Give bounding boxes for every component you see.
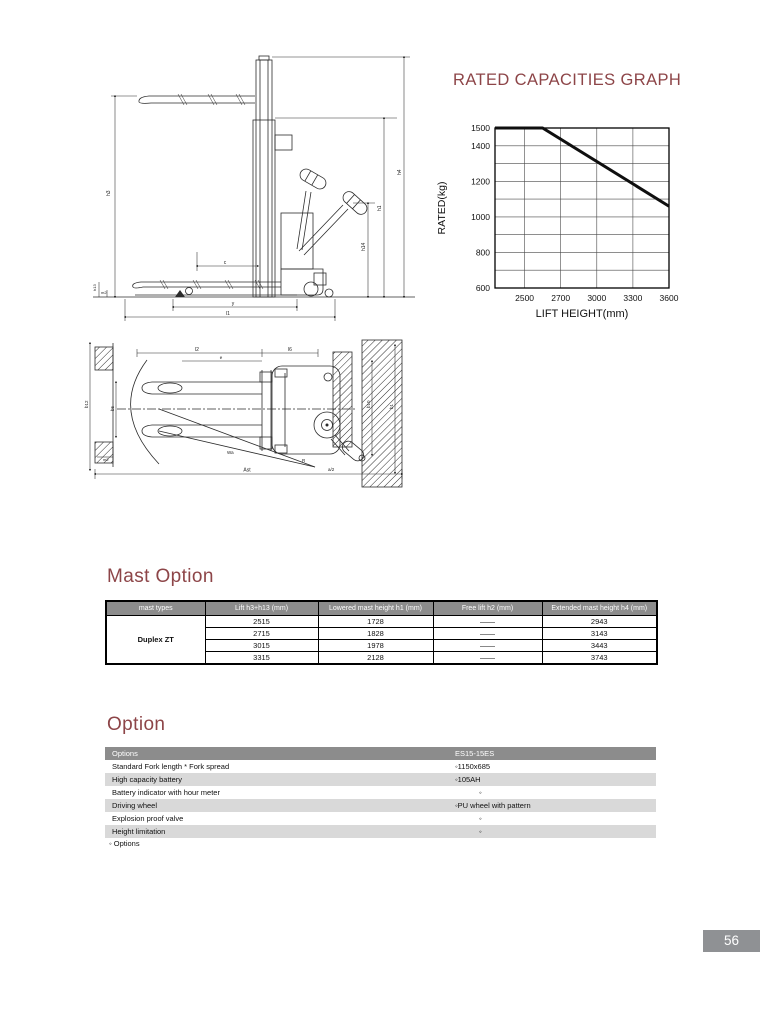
mast-value-cell: —— (433, 616, 542, 628)
x-tick-label: 3600 (659, 293, 679, 303)
mast-value-cell: 2715 (205, 628, 318, 640)
option-value-cell: ◦ (479, 788, 482, 797)
option-row (105, 812, 656, 825)
forks-top-view (142, 370, 272, 451)
mast-header-cell: mast types (106, 601, 205, 616)
x-axis-title: LIFT HEIGHT(mm) (535, 308, 629, 320)
mast-table-body (106, 616, 657, 665)
y-axis-title: RATED(kg) (436, 181, 448, 235)
x-tick-label: 2500 (515, 293, 535, 303)
dim-label-b10: b10 (366, 400, 371, 408)
graph-title: RATED CAPACITIES GRAPH (453, 71, 682, 89)
option-row (105, 786, 656, 799)
dim-label-h13: h13 (92, 284, 97, 291)
dim-label-ast: Ast (243, 467, 251, 474)
option-row (105, 825, 656, 838)
option-label-cell: Battery indicator with hour meter (112, 788, 220, 797)
mast-value-cell: 3015 (205, 640, 318, 652)
mast-value-cell: 1828 (318, 628, 433, 640)
mast-header-row (106, 601, 657, 616)
mast-header-cell: Extended mast height h4 (mm) (542, 601, 657, 616)
mast-header-cell: Lowered mast height h1 (mm) (318, 601, 433, 616)
option-header-label: Options (105, 747, 455, 760)
top-view-dimension-lines (90, 343, 402, 479)
dim-label-b5: b5 (110, 405, 115, 411)
mast-value-cell: 3315 (205, 652, 318, 665)
chassis (281, 213, 333, 297)
option-label-cell: Standard Fork length * Fork spread (112, 762, 230, 771)
mast-value-cell: 2515 (205, 616, 318, 628)
option-label-cell: Driving wheel (105, 799, 455, 812)
dim-label-a2: a/2 (328, 467, 335, 472)
capacity-line (495, 128, 669, 206)
option-title: Option (107, 714, 166, 735)
mast-value-cell: 3743 (542, 652, 657, 665)
dim-label-e: e (219, 355, 223, 360)
dim-label-b1: b1 (389, 403, 394, 409)
dim-label-wa: Wa (227, 450, 234, 455)
rated-capacities-chart (433, 120, 685, 325)
mast-value-cell: 2943 (542, 616, 657, 628)
option-label-cell: Height limitation (105, 825, 455, 838)
dim-label-h14: h14 (361, 242, 367, 251)
chassis-top-view (272, 366, 340, 454)
mast-value-cell: —— (433, 640, 542, 652)
dim-label-c: c (223, 260, 227, 266)
x-tick-label: 3300 (623, 293, 643, 303)
dim-label-r: R (302, 458, 306, 463)
tiller-up-position (297, 167, 328, 250)
y-tick-label: 600 (475, 283, 490, 293)
dim-label-l2: l2 (195, 347, 199, 353)
x-tick-label: 3000 (587, 293, 607, 303)
option-row (105, 799, 656, 812)
option-header-row (105, 747, 656, 760)
dim-label-l6: l6 (288, 347, 292, 353)
mast-header-cell: Free lift h2 (mm) (433, 601, 542, 616)
y-tick-label: 1400 (471, 140, 490, 151)
dim-label-b12: b12 (84, 400, 89, 408)
option-table-body (105, 760, 656, 838)
option-value-cell: ◦ (455, 825, 656, 838)
dim-label-h1: h1 (377, 205, 383, 211)
dim-label-h3: h3 (106, 190, 112, 196)
option-label-cell: Explosion proof valve (112, 814, 184, 823)
option-row (105, 773, 656, 786)
side-view-drawing (85, 53, 420, 328)
option-value-cell: ◦ (479, 814, 482, 823)
option-value-cell: ◦1150x685 (455, 762, 491, 771)
y-tick-label: 1000 (471, 211, 490, 222)
option-value-cell: ◦105AH (455, 773, 656, 786)
mast-option-table (105, 600, 658, 665)
page-number: 56 (703, 930, 760, 952)
mast-table-row (106, 616, 657, 628)
option-table (105, 747, 656, 838)
dim-label-h4: h4 (397, 169, 403, 175)
mast (253, 56, 292, 297)
mast-value-cell: —— (433, 652, 542, 665)
mast-option-title: Mast Option (107, 566, 214, 587)
top-view-drawing (85, 333, 410, 493)
option-label-cell: High capacity battery (105, 773, 455, 786)
aisle-walls (95, 340, 402, 487)
mast-value-cell: 3443 (542, 640, 657, 652)
dim-label-l1: l1 (226, 311, 230, 317)
dim-label-m2: m2 (101, 290, 107, 295)
y-tick-label: 800 (475, 247, 490, 258)
options-footnote: ◦ Options (109, 839, 140, 848)
mast-value-cell: 1978 (318, 640, 433, 652)
x-tick-label: 2700 (551, 293, 571, 303)
raised-fork (139, 94, 255, 105)
dim-label-y: y (231, 301, 235, 307)
dim-label-m2-top: m2 (103, 457, 109, 462)
mast-value-cell: —— (433, 628, 542, 640)
mast-value-cell: 2128 (318, 652, 433, 665)
option-header-model: ES15-15ES (455, 747, 656, 760)
y-tick-label: 1500 (471, 123, 490, 133)
option-row (105, 760, 656, 773)
mast-value-cell: 3143 (542, 628, 657, 640)
mast-value-cell: 1728 (318, 616, 433, 628)
option-value-cell: ◦PU wheel with pattern (455, 799, 656, 812)
y-tick-label: 1200 (471, 176, 490, 187)
mast-header-cell: Lift h3+h13 (mm) (205, 601, 318, 616)
mast-type-cell: Duplex ZT (106, 616, 205, 665)
